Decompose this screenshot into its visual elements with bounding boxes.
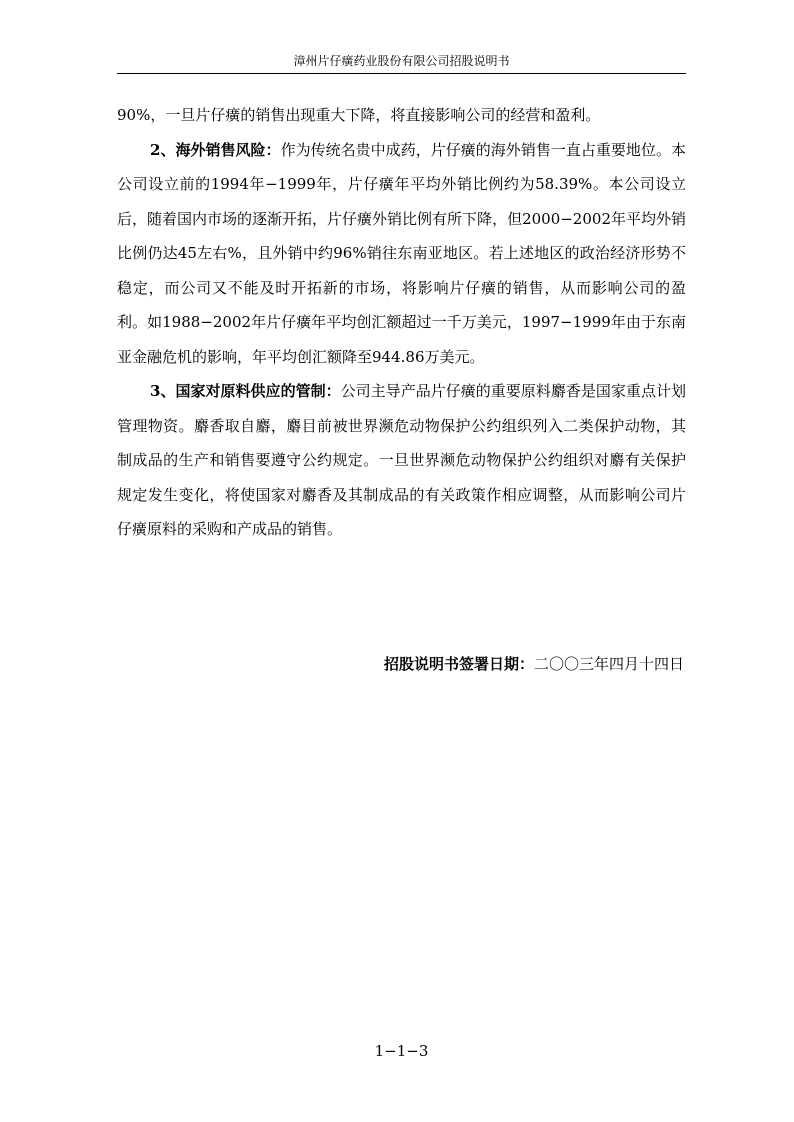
paragraph-overseas-sales-risk [117, 133, 686, 375]
signing-date-label: 招股说明书签署日期： [383, 655, 534, 673]
paragraph-heading: 2、海外销售风险： [150, 140, 281, 159]
paragraph-text: 作为传统名贵中成药，片仔癀的海外销售一直占重要地位。本公司设立前的1994年−1999年，片仔癀年平均外销比例约为58.39%。本公司设立后，随着国内市场的逐渐开拓，片仔癀外销比例有所下降，但2000−2002年平均外销比例仍达45左右%，且外销中约96%销往东南亚地区。若上述地区的政治经济形势不稳定，而公司又不能及时开拓新的市场，将影响片仔癀的销售，从而影响公司的盈利。如1988−2002年片仔癀年平均创汇额超过一千万美元，1997−1999年由于东南亚金融危机的影响，年平均创汇额降至944.86万美元。 [117, 140, 686, 366]
paragraph-continuation [117, 98, 686, 133]
header-divider [117, 73, 686, 74]
paragraph-raw-material-control [117, 374, 686, 547]
document-body [117, 98, 686, 547]
paragraph-text: 公司主导产品片仔癀的重要原料麝香是国家重点计划管理物资。麝香取自麝，麝目前被世界濒危动物保护公约组织列入二类保护动物，其制成品的生产和销售要遵守公约规定。一旦世界濒危动物保护公约组织对麝有关保护规定发生变化，将使国家对麝香及其制成品的有关政策作相应调整，从而影响公司片仔癀原料的采购和产成品的销售。 [117, 382, 686, 538]
signing-date-value: 二〇〇三年四月十四日 [533, 655, 684, 673]
paragraph-text: 90%，一旦片仔癀的销售出现重大下降，将直接影响公司的经营和盈利。 [117, 106, 601, 124]
signing-date-line [384, 652, 684, 676]
page-number: 1−1−3 [374, 1042, 429, 1060]
paragraph-heading: 3、国家对原料供应的管制： [150, 382, 341, 400]
page-header [117, 53, 686, 69]
document-title: 漳州片仔癀药业股份有限公司招股说明书 [293, 54, 510, 68]
